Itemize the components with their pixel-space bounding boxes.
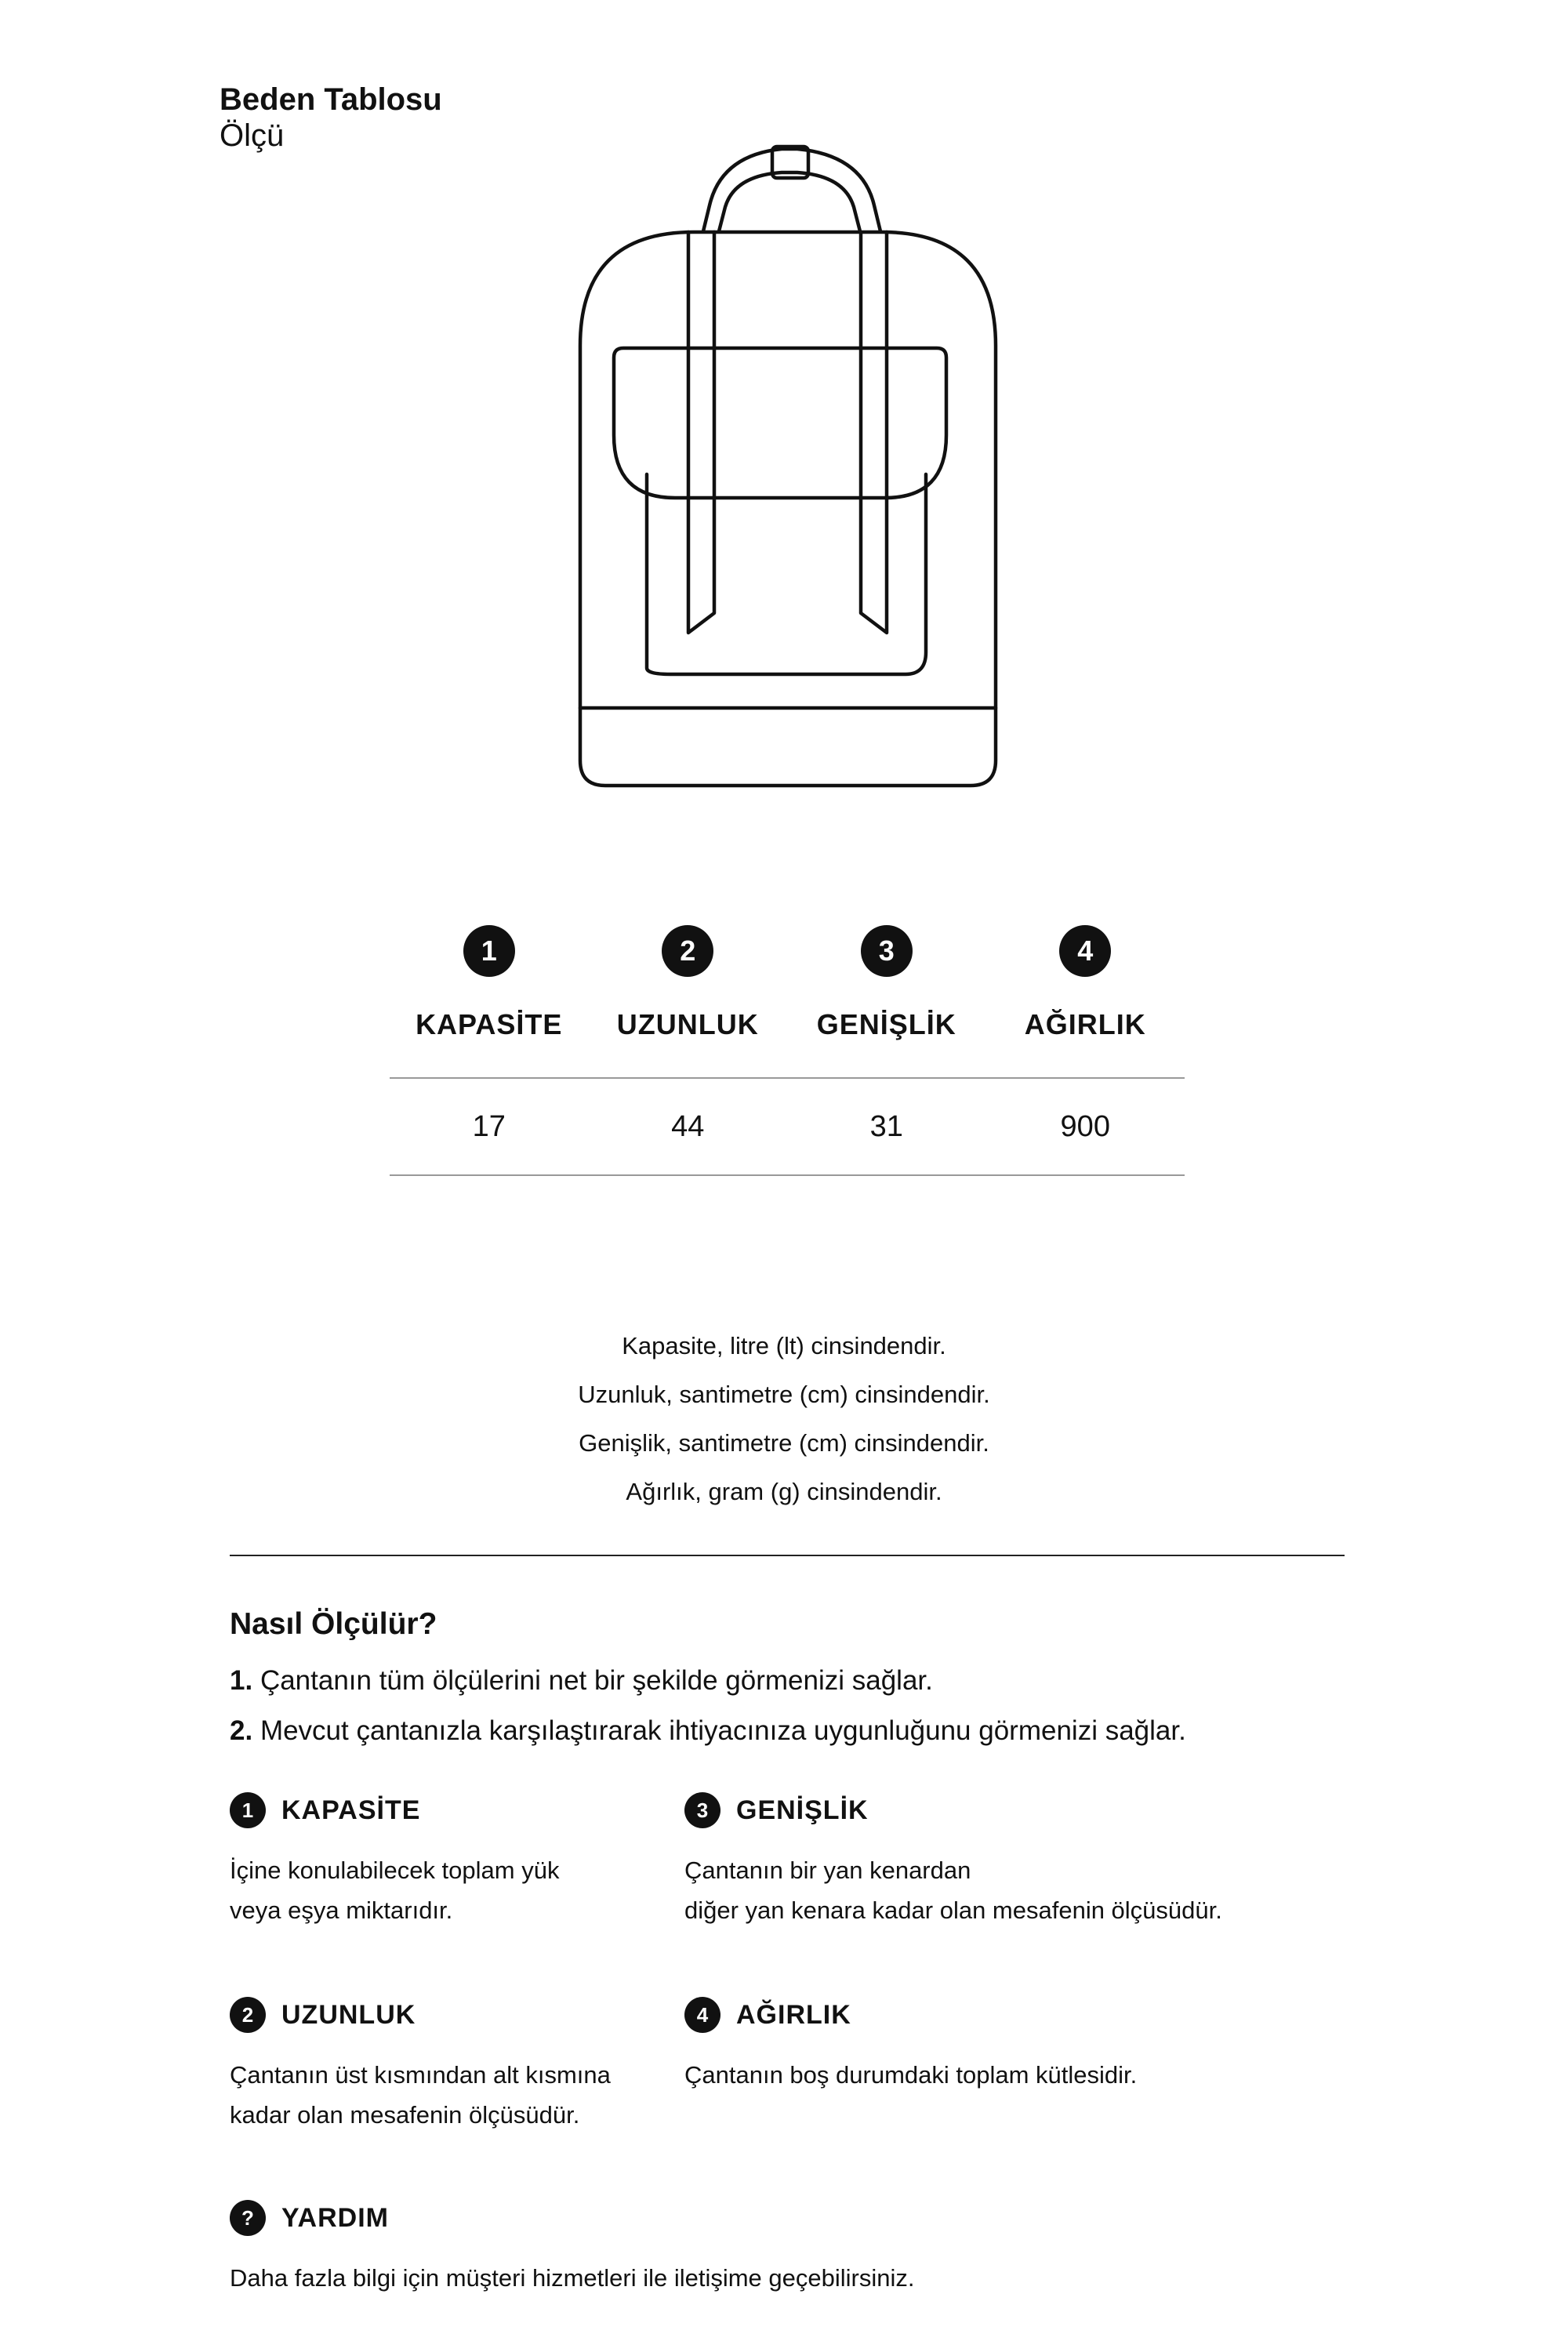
info-help [230, 2200, 914, 2298]
info-line: Daha fazla bilgi için müşteri hizmetleri ile iletişime geçebilirsiniz. [230, 2264, 915, 2292]
list-item [230, 1656, 1186, 1706]
table-cell: 44 [671, 1109, 705, 1143]
info-length [230, 1997, 611, 2135]
number-badge: 3 [684, 1792, 720, 1828]
unit-note: Ağırlık, gram (g) cinsindendir. [626, 1478, 942, 1505]
info-title: YARDIM [281, 2202, 389, 2233]
number-badge: 3 [861, 925, 913, 977]
number-badge: 2 [230, 1997, 266, 2033]
unit-notes [0, 1322, 1568, 1516]
column-header: UZUNLUK [616, 1008, 759, 1040]
info-line: Çantanın boş durumdaki toplam kütlesidir. [684, 2061, 1138, 2089]
table-divider [390, 1174, 1185, 1176]
unit-note: Genişlik, santimetre (cm) cinsindendir. [579, 1429, 989, 1457]
info-line: kadar olan mesafenin ölçüsüdür. [230, 2101, 580, 2129]
info-title: KAPASİTE [281, 1795, 421, 1825]
list-text: Mevcut çantanızla karşılaştırarak ihtiyacınıza uygunluğunu görmenizi sağlar. [260, 1715, 1186, 1746]
list-number: 1. [230, 1665, 253, 1696]
list-number: 2. [230, 1715, 253, 1746]
table-col-length [589, 925, 788, 1041]
info-text [230, 1850, 559, 1930]
table-cell: 17 [472, 1109, 506, 1143]
column-header: GENİŞLİK [816, 1008, 956, 1040]
info-title: AĞIRLIK [736, 1999, 851, 2030]
info-title: GENİŞLİK [736, 1795, 869, 1825]
number-badge: 4 [1059, 925, 1111, 977]
how-to-list [230, 1656, 1186, 1756]
info-line: Çantanın bir yan kenardan [684, 1857, 971, 1884]
number-badge: 1 [463, 925, 515, 977]
table-col-capacity [390, 925, 589, 1041]
help-icon: ? [230, 2200, 266, 2236]
number-badge: 2 [662, 925, 713, 977]
size-table [390, 925, 1185, 1176]
list-text: Çantanın tüm ölçülerini net bir şekilde görmenizi sağlar. [260, 1665, 933, 1696]
number-badge: 1 [230, 1792, 266, 1828]
table-cell: 31 [869, 1109, 903, 1143]
info-text [684, 1850, 1222, 1930]
info-weight [684, 1997, 1137, 2095]
info-capacity [230, 1792, 559, 1930]
table-col-weight [986, 925, 1185, 1041]
info-line: veya eşya miktarıdır. [230, 1896, 453, 1924]
info-title: UZUNLUK [281, 1999, 416, 2030]
list-item [230, 1706, 1186, 1756]
info-line: Çantanın üst kısmından alt kısmına [230, 2061, 611, 2089]
unit-note: Uzunluk, santimetre (cm) cinsindendir. [578, 1381, 990, 1408]
table-col-width [787, 925, 986, 1041]
info-text [230, 2258, 914, 2298]
info-text [230, 2055, 611, 2135]
number-badge: 4 [684, 1997, 720, 2033]
column-header: AĞIRLIK [1024, 1008, 1146, 1040]
backpack-illustration [576, 141, 1000, 792]
info-text [684, 2055, 1137, 2095]
info-line: diğer yan kenara kadar olan mesafenin ölçüsüdür. [684, 1896, 1222, 1924]
table-row [390, 1079, 1185, 1174]
how-to-title: Nasıl Ölçülür? [230, 1607, 437, 1641]
table-cell: 900 [1060, 1109, 1110, 1143]
section-divider [230, 1555, 1345, 1556]
info-line: İçine konulabilecek toplam yük [230, 1857, 560, 1884]
unit-note: Kapasite, litre (lt) cinsindendir. [622, 1332, 946, 1359]
column-header: KAPASİTE [416, 1008, 563, 1040]
page-title: Beden Tablosu [220, 82, 442, 117]
page-subtitle: Ölçü [220, 118, 285, 153]
info-width [684, 1792, 1222, 1930]
